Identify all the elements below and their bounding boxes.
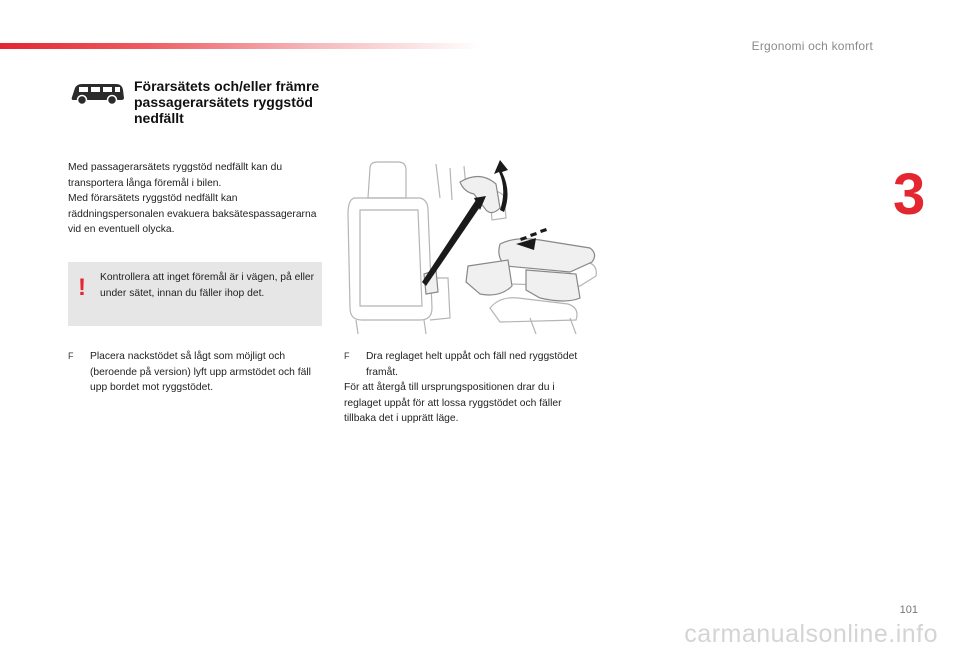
intro-text: [68, 160, 328, 238]
page-number: 101: [899, 604, 918, 616]
step-2: [344, 349, 584, 380]
step-2-text: Dra reglaget helt uppåt och fäll ned ryggstödet framåt.: [366, 351, 578, 378]
warning-box: [68, 262, 322, 326]
bullet-icon: F: [344, 351, 350, 361]
seat-folding-illustration: [340, 158, 600, 334]
return-instruction-text: För att återgå till ursprungspositionen drar du i reglaget uppåt för att lossa ryggstödet och fäller tillbaka det i upprätt läge.: [344, 382, 562, 424]
step-1-text: Placera nackstödet så lågt som möjligt och (beroende på version) lyft upp armstödet och fäll upp bordet mot ryggstödet.: [90, 351, 311, 393]
van-icon: [68, 80, 126, 106]
chapter-title: Ergonomi och komfort: [751, 39, 873, 53]
bullet-icon: F: [68, 351, 74, 361]
step-1: [68, 349, 326, 396]
intro-paragraph-1: Med passagerarsätets ryggstöd nedfällt kan du transportera långa föremål i bilen.: [68, 162, 283, 189]
header-accent-bar: [0, 43, 480, 49]
watermark-text: carmanualsonline.info: [684, 620, 938, 648]
warning-text: Kontrollera att inget föremål är i vägen, på eller under sätet, innan du fäller ihop det.: [100, 272, 315, 299]
section-title: Förarsätets och/eller främre passagerarsätets ryggstöd nedfällt: [134, 78, 320, 126]
exclamation-icon: !: [78, 274, 86, 301]
chapter-number: 3: [893, 162, 926, 227]
intro-paragraph-2: Med förarsätets ryggstöd nedfällt kan räddningspersonalen evakuera baksätespassagerarna vid en eventuell olycka.: [68, 193, 317, 235]
